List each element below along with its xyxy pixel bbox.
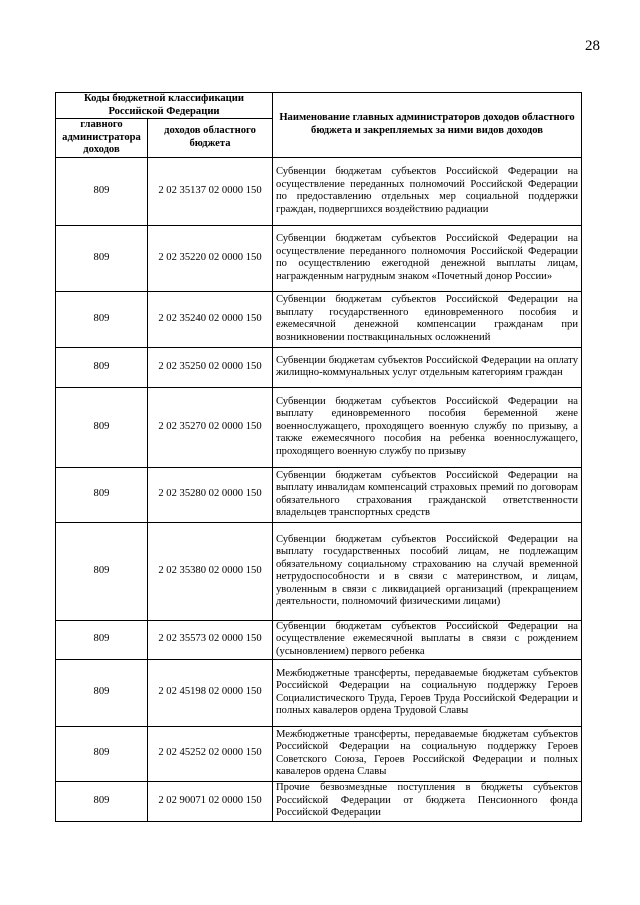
revenue-name-cell: Субвенции бюджетам субъектов Российской Федерации на выплату государственных пособий лицам, не подлежащим обязательному социальному страхованию на случай временной нетрудоспособности и в связи с материнством, и лицам, уволенным в связи с ликвидацией организаций (прекращением деятельности, полномочий физическими лицами) (273, 522, 582, 620)
admin-code-cell: 809 (56, 157, 148, 225)
revenue-name-cell: Межбюджетные трансферты, передаваемые бюджетам субъектов Российской Федерации на социальную поддержку Героев Советского Союза, Героев Российской Федерации и полных кавалеров ордена Славы (273, 726, 582, 781)
table-row (56, 620, 582, 659)
revenue-code-cell: 2 02 35280 02 0000 150 (148, 467, 273, 522)
table-row (56, 467, 582, 522)
revenue-code-cell: 2 02 35137 02 0000 150 (148, 157, 273, 225)
admin-code-cell: 809 (56, 522, 148, 620)
revenue-name-cell: Межбюджетные трансферты, передаваемые бюджетам субъектов Российской Федерации на социальную поддержку Героев Социалистического Труда, Героев Труда Российской Федерации и полных кавалеров ордена Трудовой Славы (273, 659, 582, 726)
revenue-name-cell: Субвенции бюджетам субъектов Российской Федерации на выплату государственного единовременного пособия и ежемесячной денежной компенсации гражданам при возникновении поствакцинальных осложнений (273, 291, 582, 347)
table-row (56, 726, 582, 781)
revenue-code-cell: 2 02 90071 02 0000 150 (148, 781, 273, 821)
header-main-admin: главного администратора доходов (56, 119, 148, 158)
table-row (56, 387, 582, 467)
revenue-name-cell: Субвенции бюджетам субъектов Российской Федерации на оплату жилищно-коммунальных услуг отдельным категориям граждан (273, 347, 582, 387)
revenue-code-cell: 2 02 45198 02 0000 150 (148, 659, 273, 726)
admin-code-cell: 809 (56, 620, 148, 659)
revenue-code-cell: 2 02 35270 02 0000 150 (148, 387, 273, 467)
table-row (56, 291, 582, 347)
revenue-code-cell: 2 02 35380 02 0000 150 (148, 522, 273, 620)
revenue-name-cell: Субвенции бюджетам субъектов Российской Федерации на выплату единовременного пособия беременной жене военнослужащего, проходящего военную службу по призыву, а также ежемесячного пособия на ребенка военнослужащего, проходящего военную службу по призыву (273, 387, 582, 467)
admin-code-cell: 809 (56, 467, 148, 522)
table-row (56, 659, 582, 726)
admin-code-cell: 809 (56, 387, 148, 467)
admin-code-cell: 809 (56, 726, 148, 781)
table-row (56, 157, 582, 225)
admin-code-cell: 809 (56, 347, 148, 387)
header-admin-name: Наименование главных администраторов доходов областного бюджета и закрепляемых за ними видов доходов (273, 93, 582, 158)
admin-code-cell: 809 (56, 781, 148, 821)
budget-classification-table (55, 92, 582, 822)
table-row (56, 522, 582, 620)
revenue-name-cell: Субвенции бюджетам субъектов Российской Федерации на осуществление переданных полномочий Российской Федерации по предоставлению отдельных мер социальной поддержки граждан, подвергшихся воздействию радиации (273, 157, 582, 225)
admin-code-cell: 809 (56, 659, 148, 726)
table-row (56, 225, 582, 291)
page-number: 28 (585, 38, 600, 54)
admin-code-cell: 809 (56, 291, 148, 347)
header-codes-group: Коды бюджетной классификации Российской Федерации (56, 93, 273, 119)
revenue-code-cell: 2 02 35573 02 0000 150 (148, 620, 273, 659)
revenue-code-cell: 2 02 35250 02 0000 150 (148, 347, 273, 387)
table-row (56, 781, 582, 821)
table-row (56, 347, 582, 387)
header-revenue-code: доходов областного бюджета (148, 119, 273, 158)
revenue-name-cell: Субвенции бюджетам субъектов Российской Федерации на выплату инвалидам компенсаций страховых премий по договорам обязательного страхования гражданской ответственности владельцев транспортных средств (273, 467, 582, 522)
revenue-name-cell: Субвенции бюджетам субъектов Российской Федерации на осуществление переданного полномочия Российской Федерации по осуществлению ежегодной денежной выплаты лицам, награжденным нагрудным знаком «Почетный донор России» (273, 225, 582, 291)
revenue-code-cell: 2 02 35240 02 0000 150 (148, 291, 273, 347)
revenue-name-cell: Прочие безвозмездные поступления в бюджеты субъектов Российской Федерации от бюджета Пенсионного фонда Российской Федерации (273, 781, 582, 821)
admin-code-cell: 809 (56, 225, 148, 291)
revenue-code-cell: 2 02 45252 02 0000 150 (148, 726, 273, 781)
revenue-code-cell: 2 02 35220 02 0000 150 (148, 225, 273, 291)
revenue-name-cell: Субвенции бюджетам субъектов Российской Федерации на осуществление ежемесячной выплаты в связи с рождением (усыновлением) первого ребенка (273, 620, 582, 659)
